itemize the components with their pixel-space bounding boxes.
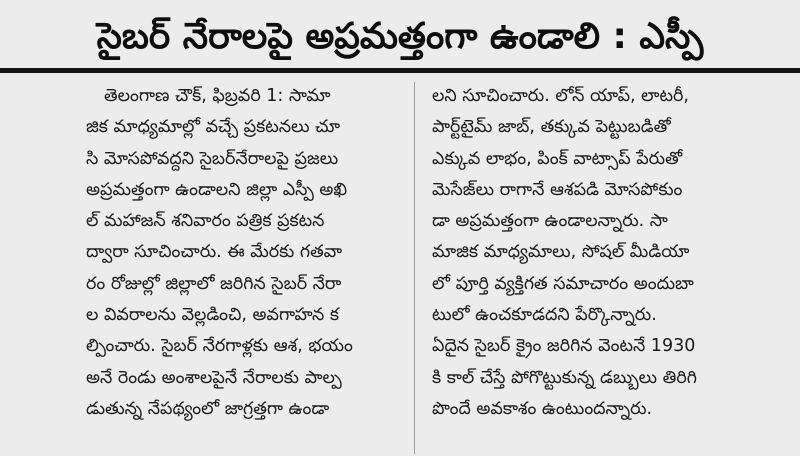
article-line: ఏదైన సైబర్ క్రైం జరిగిన వెంటనే 1930 [432, 336, 696, 357]
article-line: తెలంగాణ చౌక్, ఫిబ్రవరి 1: సామా [104, 86, 331, 106]
headline-rule [0, 68, 800, 73]
article-line: రం రోజుల్లో జిల్లాలో జరిగిన సైబర్ నేరా [86, 273, 342, 294]
article-column-right [432, 81, 762, 425]
article-line: ల్ మహాజన్ శనివారం పత్రిక ప్రకటన [86, 211, 325, 232]
article-line: లో పూర్తి వ్యక్తిగత సమాచారం అందుబా [432, 273, 694, 294]
article-line: పార్ట్‌టైమ్ జాబ్, తక్కువ పెట్టుబడితో [432, 117, 671, 138]
article-line: లని సూచించారు. లోన్ యాప్, లాటరీ, [432, 86, 689, 106]
article-line: అప్రమత్తంగా ఉండాలని జిల్లా ఎస్పీ అఖి [86, 179, 348, 200]
article-line: కి కాల్ చేస్తే పోగొట్టుకున్న డబ్బులు తిరిగి [432, 367, 697, 388]
article-line: టులో ఉంచకూడదని పేర్కొన్నారు. [432, 305, 657, 326]
article-line: మెసేజ్‌లు రాగానే ఆశపడి మోసపోకుం [432, 179, 683, 200]
article-line: ల వివరాలను వెల్లడించి, అవగాహన క [86, 305, 340, 326]
article-line: ల్పించారు. సైబర్ నేరగాళ్లకు ఆశ, భయం [86, 336, 353, 357]
article-line: ఎక్కువ లాభం, పింక్ వాట్సాప్ పేరుతో [432, 148, 683, 169]
article-line: మాజిక మాధ్యమాలు, సోషల్ మీడియా [432, 242, 690, 263]
article-line: డా అప్రమత్తంగా ఉండాలన్నారు. సా [432, 211, 668, 232]
article-line: సి మోసపోవద్దని సైబర్‌నేరాలపై ప్రజలు [86, 148, 339, 169]
article-line: అనే రెండు అంశాలపైనే నేరాలకు పాల్ప [86, 367, 342, 388]
article-line: డుతున్న నేపథ్యంలో జాగ్రత్తగా ఉండా [86, 398, 330, 419]
article-line: ద్వారా సూచించారు. ఈ మేరకు గతవా [86, 242, 343, 263]
column-divider [414, 82, 415, 454]
article-headline: సైబర్ నేరాలపై అప్రమత్తంగా ఉండాలి : ఎస్పీ [96, 16, 704, 57]
article-line: జిక మాధ్యమాల్లో వచ్చే ప్రకటనలు చూ [86, 117, 341, 138]
article-line: పొందే అవకాశం ఉంటుందన్నారు. [432, 398, 653, 419]
article-column-left [86, 81, 416, 425]
